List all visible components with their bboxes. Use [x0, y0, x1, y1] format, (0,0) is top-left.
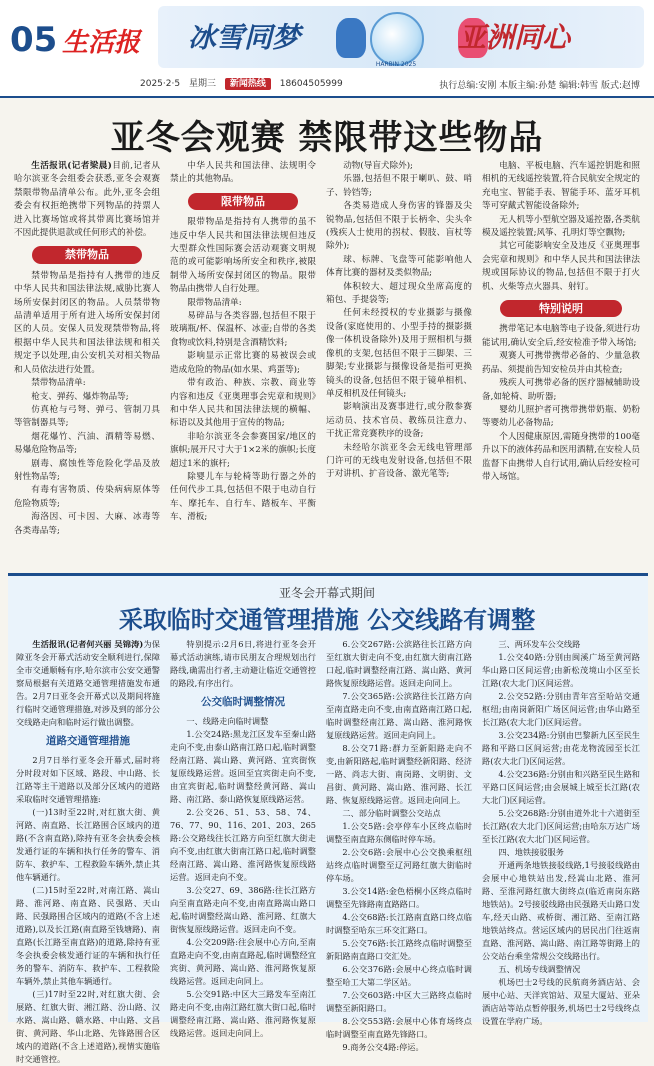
paragraph: 婴幼儿照护者可携带携带奶瓶、奶粉等婴幼儿必备物品;: [482, 404, 640, 429]
paragraph: 非哈尔滨亚冬会参赛国家/地区的旗帜;展开尺寸大于1×2米的旗帜;长度超过1米的旗杆;: [170, 431, 316, 469]
dateline: 生活报讯(记者何兴丽 吴锦涛): [32, 639, 144, 649]
paragraph: 开通两条地铁接驳线路,1号接驳线路由会展中心地铁站出发,经嵩山北路、淮河路、至淮河路红旗大街终点(临近南岗东路地铁站)。2号接驳线路由民强路天山路口发车,经天山路、戒桥街、湘江路、至南江路地铁站终点。营运区域内的居民出门往返南直路、淮河路、嵩山路、南江路等街路上的公交站台乘坐常规公交线路出行。: [482, 860, 640, 961]
paragraph: 3.公交27、69、386路:往长江路方向至南直路走向不变,由南直路嵩山路口起,临时调整经嵩山路、淮河路、红旗大街恢复原线路运营。返回走向不变。: [170, 885, 316, 934]
paragraph: 5.公交91路:中区大三路发车至南江路走向不变,由南江路红旗大街口起,临时调整经南江路、嵩山路、淮河路恢复原线路运营。返回走向同上。: [170, 989, 316, 1038]
paragraph: (二)15时至22时,对南江路、嵩山路、淮河路、南直路、民强路、天山路、民强路围合区域内的道路(不含上述道路),以及长江路(南直路至钱塘路)、南直路(长江路至南直路)的道路,除持有亚冬会执委会核发通行证的车辆和执行任务的警车、消防车、救护车、工程救险车辆外,禁止其他车辆通行。: [16, 885, 160, 986]
article-column: [326, 160, 472, 560]
paragraph: 仿真枪与弓弩、弹弓、管制刀具等管制器具等;: [14, 404, 160, 429]
paragraph: 限带物品清单:: [187, 297, 242, 308]
paragraph: 2月7日举行亚冬会开幕式,届时将分时段对如下区域、路段、中山路、长江路等主干道路以及部分区域内的道路采取临时交通管理措施:: [16, 755, 160, 804]
paragraph: 限带物品是指持有人携带的虽不违反中华人民共和国法律法规但违反大型群众性国际赛会活动观赛文明规范的或可能影响场所安全和秩序,被限制带入场所安保封闭区的物品。限带物品由携带人自行处理。: [170, 217, 316, 295]
paragraph: 4.公交68路:长江路南直路口终点临时调整至哈东三环交汇路口。: [326, 912, 472, 935]
article-column: [170, 638, 316, 1038]
masthead: [0, 0, 654, 98]
paragraph: 球、标牌、飞盘等可能影响他人体育比赛的器材及类似物品;: [326, 254, 472, 279]
paragraph: 未经哈尔滨亚冬会无线电管理部门许可的无线电发射设备,包括但不限于对讲机、扩音设备、激光笔等;: [326, 442, 472, 480]
paragraph: 海洛因、可卡因、大麻、冰毒等各类毒品等;: [14, 512, 160, 536]
paragraph: 6.公交267路:公滨路往长江路方向至红旗大街走向不变,由红旗大街南江路口起,临时调整经南江路、嵩山路、黄河路恢复原线路运营。返回走向同上。: [326, 639, 472, 688]
page-number: 05: [10, 20, 58, 60]
paragraph: 五、机场专线调整情况: [498, 964, 581, 974]
paragraph: 枪支、弹药、爆炸物品等;: [31, 391, 129, 402]
paragraph: 剧毒、腐蚀性等危险化学品及放射性物品等;: [14, 458, 160, 482]
lead-paragraph: 目前,记者从哈尔滨亚冬会组委会获悉,亚冬会观赛禁限带物品清单公布。此外,亚冬会组委会有权拒绝携带下列物品的持票人进入比赛场馆或将其带离比赛场馆并不因此提供退款或任何形式的补偿。: [14, 161, 161, 239]
article-column: [14, 160, 160, 560]
paragraph: 2.公交26、51、53、58、74、76、77、90、116、201、203、265路:公交路线往长江路方向至红旗大街走向不变,由红旗大街南江路口起,临时调整经南江路、嵩山路、淮河路恢复原线路运营。返回走向不变。: [170, 807, 316, 882]
paragraph: 禁带物品清单:: [31, 378, 86, 389]
paragraph: 2.公交52路:分别由青年宫至哈站交通枢纽;由南岗新阳广场区间运营;由华山路至长江路(农大北门)区间运营。: [482, 691, 640, 727]
newspaper-logo: 生活报: [62, 28, 141, 58]
paragraph: 3.公交14路:金色梧桐小区终点临时调整至先锋路南直路路口。: [326, 886, 472, 909]
paragraph: 携带笔记本电脑等电子设备,须进行功能试用,确认安全后,经安检准予带入场馆;: [482, 324, 640, 348]
article-column: [482, 638, 640, 1026]
paragraph: 体积较大、超过现众坐席高度的箱包、手提袋等;: [326, 281, 472, 306]
paragraph: 1.公交40路:分别由闽溪广场至黄河路华山路口区间运营;由新松茂境山小区至长江路(农大北门)区间运营。: [482, 652, 640, 688]
paragraph: 其它可能影响安全及违反《亚奥理事会宪章和规则》和中华人民共和国法律法规或国际协议的物品,包括但不限于打火机、火柴等点火器具、射钉。: [482, 241, 640, 292]
paragraph: 1.公交5路:会亭停车小区终点临时调整至南直路东侧临时停车场。: [326, 821, 472, 844]
article-column: [326, 638, 472, 1052]
headline: 采取临时交通管理措施 公交线路有调整: [118, 606, 536, 634]
banner-slogan-right: 亚洲同心: [458, 21, 571, 54]
paragraph: 5.公交268路:分别由道外北十六道街至长江路(农大北门)区间运营;由哈东万达广场至长江路(农大北门)区间运营。: [482, 808, 640, 844]
paragraph: 无人机等小型航空器及遥控器,各类航模及遥控装置;风筝、孔明灯等空飘物;: [482, 214, 640, 239]
paragraph: 中华人民共和国法律、法规明令禁止的其他物品。: [170, 161, 316, 185]
mascot-icon: [336, 18, 366, 58]
paragraph: 3.公交234路:分别由巴黎新九区至民生路和平路口区间运营;由花龙物流园至长江路(农大北门)区间运营。: [482, 730, 640, 766]
paragraph: 除婴儿车与轮椅等助行器之外的任何代步工具,包括但不限于电动自行车、摩托车、自行车、踏板车、平衡车、滑板;: [170, 471, 316, 523]
headline: 亚冬会观赛 禁限带这些物品: [110, 118, 544, 158]
games-emblem-icon: [370, 12, 424, 66]
subhead-traffic: 道路交通管理措施: [46, 735, 130, 747]
subhead-note: 特别说明: [500, 300, 622, 317]
paragraph: 7.公交603路:中区大三路终点临时调整至新阳路口。: [326, 990, 472, 1013]
issue-info: [140, 76, 349, 90]
paragraph: 观赛人可携带携带必备的、少量急救药品、须提前告知安检员并由其检查;: [482, 351, 640, 375]
paragraph: (三)17时至22时,对红旗大街、会展路、红旗大街、湘江路、汾山路、汉水路、嵩山路、赣水路、中山路、文昌街、黄河路、华山北路、先锋路围合区域内的道路(不含上述道路),视情实施临时交通管控。: [16, 989, 160, 1064]
dateline: 生活报讯(记者梁晨): [31, 161, 112, 171]
paragraph: 4.公交236路:分别由和兴路至民生路和平路口区间运营;由会展城上城至长江路(农大北门)区间运营。: [482, 769, 640, 805]
paragraph: 2.公交6路:会展中心公交换乘枢纽站终点临时调整至辽河路红旗大街临时停车场。: [326, 847, 472, 883]
paragraph: 带有政治、种族、宗教、商业等内容和违反《亚奥理事会宪章和规则》和中华人民共和国法律法规的横幅、标语以及其他用于宣传的物品;: [170, 378, 316, 429]
banner-slogan-left: 冰雪同梦: [188, 21, 301, 54]
event-banner: [158, 6, 644, 68]
paragraph: 5.公交76路:长江路终点临时调整至新阳路南直路口交汇处。: [326, 938, 472, 961]
paragraph: 三、两环发车公交线路: [498, 639, 581, 649]
subhead-restricted: 限带物品: [188, 193, 298, 210]
paragraph: 四、地铁接驳服务: [498, 847, 564, 857]
paragraph: 影响演出及赛事进行,或分散参赛运动员、技术官员、教练员注意力、干扰正常竞赛秩序的设备;: [326, 402, 472, 440]
paragraph: 8.公交71路:群力至新阳路走向不变,由新阳路起,临时调整经新阳路、经济一路、尚志大街、南岗路、文明街、文昌街、黄河路、嵩山路、淮河路、长江路、恢复原线路运营。返回走向同上。: [326, 743, 472, 805]
paragraph: 机场巴士2号线的民航商务酒店站、会展中心站、天洋宾馆站、双星大厦站、亚朵酒店站等站点暂停服务,机场巴士2号线终点设置在学府广场。: [482, 977, 640, 1026]
paragraph: 烟花爆竹、汽油、酒精等易燃、易爆危险物品等;: [14, 431, 160, 456]
paragraph: 7.公交365路:公滨路往长江路方向至南直路走向不变,由南直路南江路口起,临时调整经南江路、嵩山路、淮河路恢复原线路运营。返回走向同上。: [326, 691, 472, 740]
paragraph: 任何未经授权的专业摄影与摄像设备(家庭使用的、小型手持的摄影摄像一体机设备除外)及用于照相机与摄像机的支架,包括但不限于三脚架、三脚架;专业摄影与摄像设备是指可更换镜头的设备,包括但不限于镜单相机、单反相机及任何镜头;: [326, 308, 472, 399]
subhead-bus: 公交临时调整情况: [201, 696, 285, 708]
kicker: 亚冬会开幕式期间: [278, 586, 375, 600]
paragraph: (一)13时至22时,对红旗大街、黄河路、南直路、长江路围合区域内的道路(不含南直路),除持有亚冬会执委会核发通行证的车辆和执行任务的警车、消防车、救护车、工程救险车辆外,禁止其他车辆通行。: [16, 807, 160, 882]
paragraph: 8.公交553路:会展中心体育场终点临时调整至南直路先锋路口。: [326, 1016, 472, 1039]
article-column: [16, 638, 160, 1064]
article-column: [170, 160, 316, 560]
emblem-caption: HARBIN 2025: [375, 61, 417, 68]
paragraph: 4.公交209路:往会展中心方向,至南直路走向不变,由南直路起,临时调整经宜宾街、黄河路、嵩山路、淮河路恢复原线路运营。返回走向同上。: [170, 937, 316, 986]
article-column: [482, 160, 640, 560]
paragraph: 乐器,包括但不限于喇叭、鼓、哨子、铃铛等;: [326, 174, 472, 198]
hotline-number: 18604505999: [279, 79, 343, 89]
paragraph: 各类易造成人身伤害的锋器及尖锐物品,包括但不限于长柄伞、尖头伞(残疾人士使用的拐杖、假肢、盲杖等除外);: [326, 201, 472, 252]
paragraph: 9.商务公交4路:停运。: [342, 1042, 424, 1052]
issue-weekday: 星期三: [188, 79, 216, 89]
paragraph: 6.公交376路:会展中心终点临时调整至哈工大第二学区站。: [326, 964, 472, 987]
paragraph: 有毒有害物质、传染病病原体等危险物质等;: [14, 485, 160, 509]
editorial-staff: 执行总编:安刚 本版主编:孙楚 编辑:韩雪 版式:赵博: [439, 81, 640, 91]
issue-date: 2025·2·5: [140, 79, 181, 89]
subhead-banned: 禁带物品: [32, 246, 142, 263]
paragraph: 禁带物品是指持有人携带的违反中华人民共和国法律法规,威胁比赛人场所安保封闭区的物品。人员禁带物品清单适用于所有进入场所安保封闭区的人员。安保人员发现禁带物品,将根据中华人民共和国法律法规和相关规定予以处理,由公安机关对相关物品和人员依法进行处置。: [14, 270, 160, 375]
paragraph: 一、线路走向临时调整: [186, 716, 269, 726]
hotline-label: 新闻热线: [225, 78, 271, 90]
paragraph: 动物(导盲犬除外);: [343, 161, 413, 171]
lead-paragraph: 为保障亚冬会开幕式活动安全顺利进行,保障全市交通顺畅有序,哈尔滨市公安交通警察局根据有关道路交通管理措施发布通告。2月7日亚冬会开幕式以及期间将施行临时交通管理措施,对涉及到的部分公交线路走向和临时运行做出调整。: [16, 639, 160, 727]
paragraph: 电脑、平板电脑、汽车遥控钥匙和照相机的无线遥控装置,符合民航安全规定的充电宝、智能手表、智能手环、蓝牙耳机等可穿戴式智能设备除外;: [482, 161, 640, 212]
paragraph: 1.公交24路:黑龙江区发车至秦山路走向不变,由泰山路南江路口起,临时调整经南江路、嵩山路、黄河路、宜宾街恢复原线路运营。返回至宜宾街走向不变,由宜宾街起,临时调整经黄河路、嵩山路、南江路、泰山路恢复原线路运营。: [170, 729, 316, 804]
paragraph: 二、部分临时调整公交站点: [342, 808, 441, 818]
paragraph: 残疾人可携带必备的医疗器械辅助设备,如轮椅、助听器;: [482, 378, 640, 402]
paragraph: 易碎品与各类容器,包括但不限于玻璃瓶/杯、保温杯、冰壶;自带的各类食物或饮料,特别是含酒精饮料;: [170, 311, 316, 348]
paragraph: 影响显示正常比赛的易被误会或造成危险的物品(如水果、鸡蛋等);: [170, 351, 316, 375]
paragraph: 个人因健康原因,需随身携带的100毫升以下的液体药品和医用酒精,在安检人员监督下由携带人自行试用,确认后经安检可带入场馆。: [482, 431, 640, 482]
paragraph: 特别提示:2月6日,将进行亚冬会开幕式活动演练,请市民朋友合理规划出行路线,确需出行者,主动避让临近交通管控的路段,有序出行。: [170, 639, 316, 688]
